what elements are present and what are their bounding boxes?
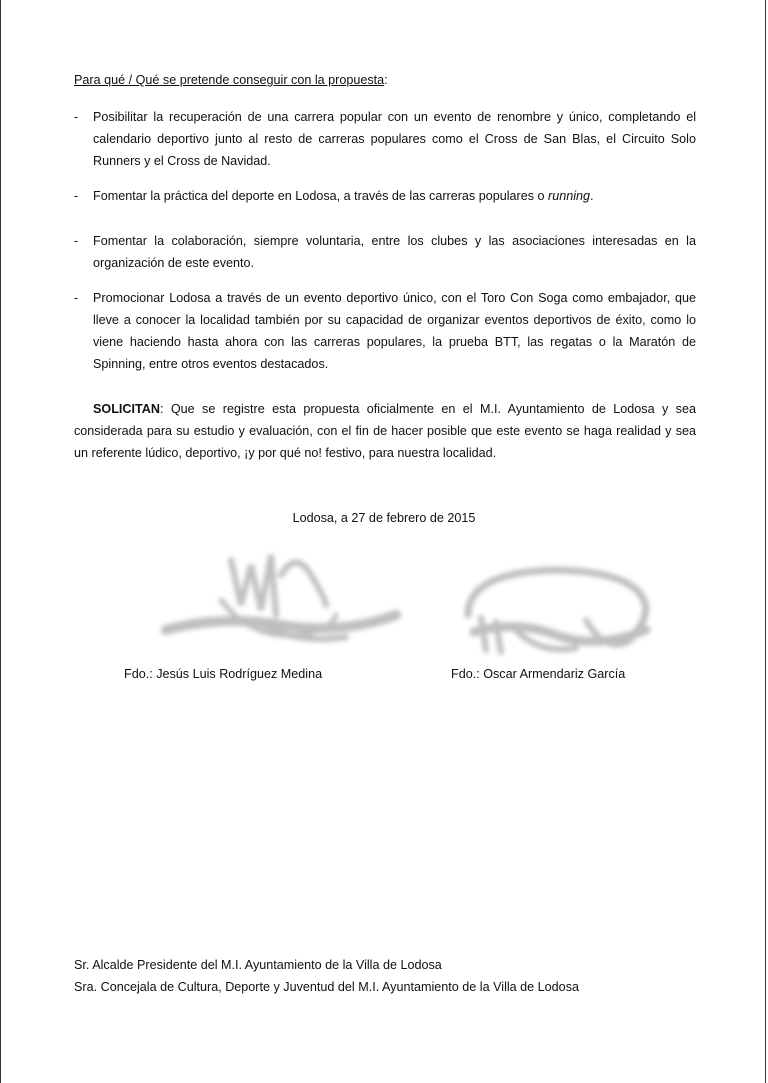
- list-dash: -: [74, 189, 79, 203]
- request-text: : Que se registre esta propuesta oficialmente en el M.I. Ayuntamiento de Lodosa y sea considerada para su estudio y evaluación, con el fin de hacer posible que este evento se haga realidad y sea un referente lúdico, deportivo, ¡y por qué no! festivo, para nuestra localidad.: [74, 402, 696, 460]
- list-dash: -: [74, 234, 79, 248]
- section-heading-text: Para qué / Qué se pretende conseguir con la propuesta: [74, 73, 385, 87]
- list-item-text: Fomentar la colaboración, siempre voluntaria, entre los clubes y las asociaciones interesadas en la organización de este evento.: [93, 234, 696, 270]
- section-heading-colon: :: [384, 73, 388, 87]
- list-item-text: [93, 185, 696, 207]
- recipient-line: Sra. Concejala de Cultura, Deporte y Juventud del M.I. Ayuntamiento de la Villa de Lodosa: [74, 980, 579, 994]
- date-line: Lodosa, a 27 de febrero de 2015: [292, 511, 476, 525]
- signature-image-left: [161, 545, 401, 655]
- list-item-text-main: Fomentar la práctica del deporte en Lodosa, a través de las carreras populares o: [93, 189, 549, 203]
- list-item-text: Promocionar Lodosa a través de un evento deportivo único, con el Toro Con Soga como embajador, que lleve a conocer la localidad también por su capacidad de organizar eventos deportivos de éxito, como lo viene haciendo hasta ahora con las carreras populares, la prueba BTT, las regatas o la Maratón de Spinning, entre otros eventos destacados.: [93, 291, 696, 371]
- list-item: [74, 185, 696, 207]
- list-dash: -: [74, 110, 79, 124]
- section-heading: [74, 73, 388, 87]
- recipient-line: Sr. Alcalde Presidente del M.I. Ayuntamiento de la Villa de Lodosa: [74, 958, 442, 972]
- signature-image-right: [456, 560, 661, 665]
- list-item-text-italic: running: [548, 189, 591, 203]
- list-item: [74, 230, 696, 274]
- request-label: SOLICITAN: [93, 402, 160, 416]
- request-paragraph: [74, 398, 696, 464]
- list-item: [74, 287, 696, 375]
- list-item-text-end: .: [590, 189, 594, 203]
- signer-right: Fdo.: Oscar Armendariz García: [451, 667, 626, 681]
- list-dash: -: [74, 291, 79, 305]
- recipients-block: [74, 954, 579, 998]
- signer-left: Fdo.: Jesús Luis Rodríguez Medina: [124, 667, 323, 681]
- list-item: [74, 106, 696, 172]
- list-item-text: Posibilitar la recuperación de una carrera popular con un evento de renombre y único, completando el calendario deportivo junto al resto de carreras populares como el Cross de San Blas, el Circuito Solo Runners y el Cross de Navidad.: [93, 110, 696, 168]
